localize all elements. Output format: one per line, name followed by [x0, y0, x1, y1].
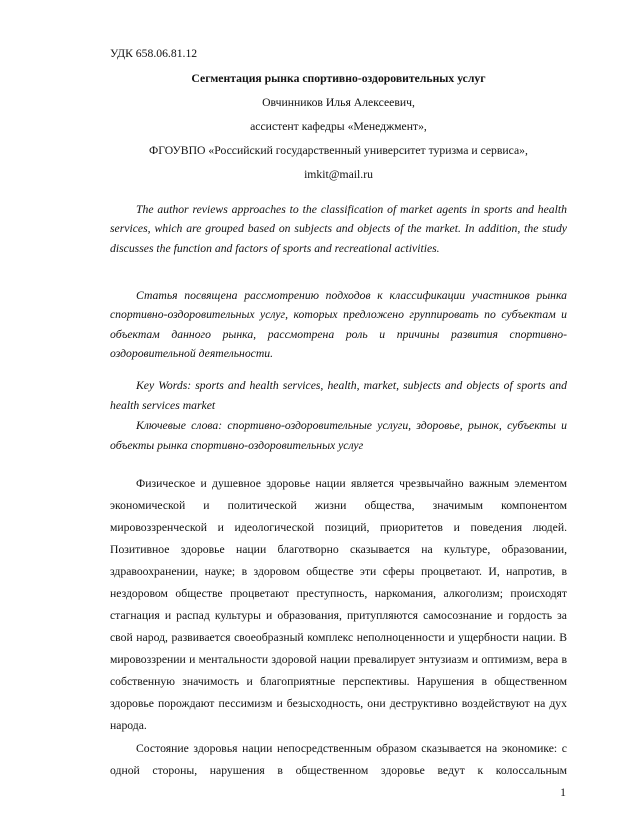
keywords-en-line: Key Words: sports and health services, health, market, subjects and objects of sports and	[136, 379, 567, 392]
body-line: народа.	[110, 719, 147, 732]
body-line: здоровье порождают пессимизм и безысходность, они деструктивно воздействуют на дух	[110, 697, 567, 710]
body-line: Позитивное здоровье нации благотворно сказывается на культуре, образовании,	[110, 543, 567, 556]
body-line: экономической и политической жизни общества, значимым компонентом	[110, 499, 567, 512]
body-line: свой народ, развивается своеобразный комплекс неполноценности и ущербности нации. В	[110, 631, 567, 644]
udc-code: УДК 658.06.81.12	[110, 47, 198, 60]
body-line: здравоохранении, науке; в здоровом обществе эти сферы процветают. И, напротив, в	[110, 565, 567, 578]
abstract-en-line: The author reviews approaches to the classification of market agents in sports and health	[136, 203, 567, 216]
body-line: мировоззрении и ментальности здоровой нации превалирует энтузиазм и оптимизм, вера в	[110, 653, 567, 666]
paper-title: Сегментация рынка спортивно-оздоровительных услуг	[191, 72, 486, 85]
abstract-ru-line: объектам данного рынка, рассмотрена роль и причины развития спортивно-	[110, 328, 567, 341]
keywords-ru-line: объекты рынка спортивно-оздоровительных услуг	[110, 439, 364, 452]
body-line: стагнация и распад культуры и образования, притупляются самосознание и гордость за	[110, 609, 567, 622]
author-affiliation: ФГОУВПО «Российский государственный университет туризма и сервиса»,	[149, 144, 528, 157]
keywords-ru-line: Ключевые слова: спортивно-оздоровительные услуги, здоровье, рынок, субъекты и	[136, 419, 567, 432]
keywords-en-line: health services market	[110, 399, 216, 412]
abstract-ru-line: спортивно-оздоровительных услуг, которых предложено группировать по субъектам и	[110, 308, 567, 321]
abstract-en-line: discusses the function and factors of sports and recreational activities.	[110, 242, 440, 255]
author-email: imkit@mail.ru	[304, 168, 373, 181]
body-line: Физическое и душевное здоровье нации является чрезвычайно важным элементом	[136, 477, 567, 490]
page-number: 1	[560, 786, 566, 799]
body-line: одной стороны, нарушения в общественном здоровье ведут к колоссальным	[110, 764, 567, 777]
abstract-ru-line: Статья посвящена рассмотрению подходов к классификации участников рынка	[136, 289, 567, 302]
body-line: собственную значимость и благоприятные перспективы. Нарушения в общественном	[110, 675, 567, 688]
author-name: Овчинников Илья Алексеевич,	[262, 96, 415, 109]
body-line: мировоззренческой и идеологической позиций, приоритетов и поведения людей.	[110, 521, 567, 534]
body-line: Состояние здоровья нации непосредственным образом сказывается на экономике: с	[136, 742, 567, 755]
author-position: ассистент кафедры «Менеджмент»,	[250, 120, 427, 133]
body-line: нездоровом обществе процветают преступность, наркомания, алкоголизм; происходят	[110, 587, 567, 600]
abstract-en-line: services, which are grouped based on subjects and objects of the market. In addition, the study	[110, 222, 567, 235]
abstract-ru-line: оздоровительной деятельности.	[110, 347, 274, 360]
